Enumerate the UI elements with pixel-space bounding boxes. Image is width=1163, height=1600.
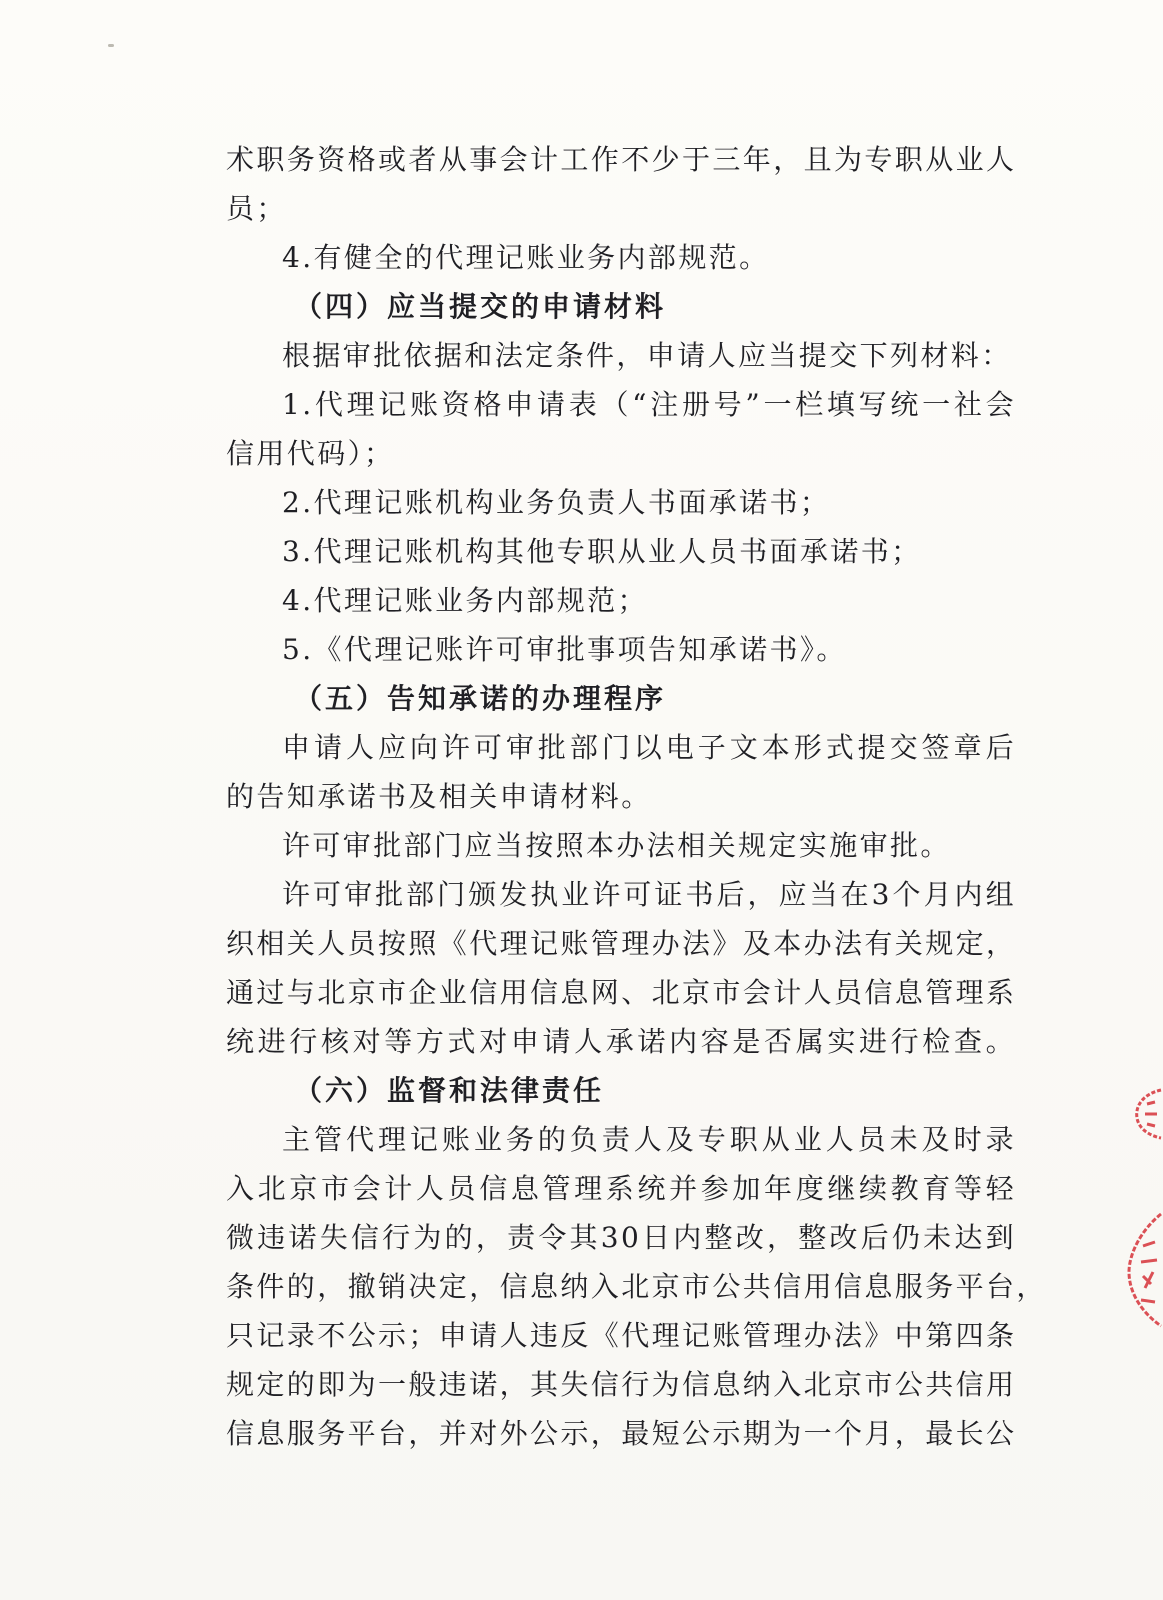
body-line: 规定的即为一般违诺，其失信行为信息纳入北京市公共信用 xyxy=(226,1368,1017,1401)
red-stamp-fragment-top xyxy=(1121,1088,1163,1140)
body-line: 员； xyxy=(226,192,287,225)
body-line: 入北京市会计人员信息管理系统并参加年度继续教育等轻 xyxy=(226,1172,1016,1205)
body-line: 根据审批依据和法定条件，申请人应当提交下列材料： xyxy=(282,339,1012,372)
list-item-line: 4.代理记账业务内部规范； xyxy=(282,584,648,617)
body-line: 信用代码）； xyxy=(226,437,395,470)
body-line: 申请人应向许可审批部门以电子文本形式提交签章后 xyxy=(282,731,1016,764)
section-heading-five: （五）告知承诺的办理程序 xyxy=(294,682,667,715)
list-item-line: 3.代理记账机构其他专职从业人员书面承诺书； xyxy=(282,535,922,568)
body-line: 信息服务平台，并对外公示，最短公示期为一个月，最长公 xyxy=(226,1417,1017,1450)
body-line: 许可审批部门颁发执业许可证书后，应当在3个月内组 xyxy=(282,878,1016,911)
list-item-line: 2.代理记账机构业务负责人书面承诺书； xyxy=(282,486,831,519)
red-stamp-fragment-bottom xyxy=(1121,1210,1163,1330)
body-line: 织相关人员按照《代理记账管理办法》及本办法有关规定， xyxy=(226,927,1017,960)
body-line: 统进行核对等方式对申请人承诺内容是否属实进行检查。 xyxy=(226,1025,1016,1058)
section-heading-four: （四）应当提交的申请材料 xyxy=(294,290,667,323)
body-line: 通过与北京市企业信用信息网、北京市会计人员信息管理系 xyxy=(226,976,1017,1009)
body-line: 微违诺失信行为的，责令其30日内整改，整改后仍未达到 xyxy=(226,1221,1016,1254)
body-line: 主管代理记账业务的负责人及专职从业人员未及时录 xyxy=(282,1123,1016,1156)
list-item-line: 5.《代理记账许可审批事项告知承诺书》。 xyxy=(282,633,847,666)
body-line: 只记录不公示；申请人违反《代理记账管理办法》中第四条 xyxy=(226,1319,1017,1352)
list-item-line: 1.代理记账资格申请表（“注册号”一栏填写统一社会 xyxy=(282,388,1016,421)
body-line: 条件的，撤销决定，信息纳入北京市公共信用信息服务平台， xyxy=(226,1270,1047,1303)
body-line: 的告知承诺书及相关申请材料。 xyxy=(226,780,652,813)
body-line: 术职务资格或者从事会计工作不少于三年，且为专职从业人 xyxy=(226,143,1017,176)
body-line: 许可审批部门应当按照本办法相关规定实施审批。 xyxy=(282,829,951,862)
list-item-line: 4.有健全的代理记账业务内部规范。 xyxy=(282,241,770,274)
scan-speck xyxy=(108,44,114,47)
section-heading-six: （六）监督和法律责任 xyxy=(294,1074,605,1107)
